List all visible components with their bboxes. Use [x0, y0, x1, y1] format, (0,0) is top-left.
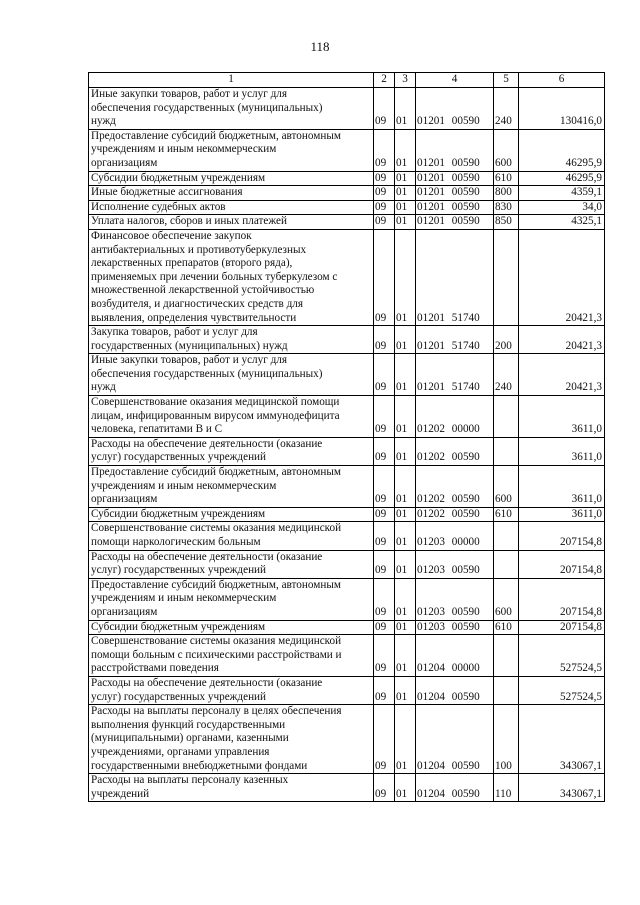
row-target-article-code: 01203 00590 — [416, 620, 494, 635]
row-subsection-code: 01 — [395, 129, 416, 171]
row-amount: 46295,9 — [519, 171, 605, 186]
row-expense-type-code: 610 — [494, 171, 519, 186]
row-target-article-code: 01201 00590 — [416, 215, 494, 230]
row-description: Расходы на обеспечение деятельности (оказание услуг) государственных учреждений — [89, 676, 374, 704]
row-amount: 527524,5 — [519, 676, 605, 704]
row-subsection-code: 01 — [395, 635, 416, 677]
row-amount: 130416,0 — [519, 88, 605, 130]
row-expense-type-code — [494, 396, 519, 438]
row-description: Совершенствование системы оказания медицинской помощи больным с психическими расстройствами и расстройствами поведения — [89, 635, 374, 677]
row-description: Исполнение судебных актов — [89, 200, 374, 215]
row-description: Расходы на выплаты персоналу в целях обеспечения выполнения функций государственными (муниципальными) органами, казенными учреждениями, органами управления государственными внебюджетными фондами — [89, 705, 374, 774]
row-target-article-code: 01203 00590 — [416, 550, 494, 578]
row-expense-type-code: 110 — [494, 774, 519, 802]
row-target-article-code: 01204 00000 — [416, 635, 494, 677]
row-subsection-code: 01 — [395, 88, 416, 130]
row-subsection-code: 01 — [395, 507, 416, 522]
row-description: Закупка товаров, работ и услуг для государственных (муниципальных) нужд — [89, 326, 374, 354]
row-section-code: 09 — [374, 774, 395, 802]
row-section-code: 09 — [374, 705, 395, 774]
row-subsection-code: 01 — [395, 229, 416, 325]
row-description: Расходы на обеспечение деятельности (оказание услуг) государственных учреждений — [89, 437, 374, 465]
row-subsection-code: 01 — [395, 676, 416, 704]
row-subsection-code: 01 — [395, 578, 416, 620]
row-description: Предоставление субсидий бюджетным, автономным учреждениям и иным некоммерческим организациям — [89, 466, 374, 508]
table-row — [89, 354, 605, 396]
row-target-article-code: 01202 00000 — [416, 396, 494, 438]
row-section-code: 09 — [374, 129, 395, 171]
table-row — [89, 437, 605, 465]
row-target-article-code: 01204 00590 — [416, 676, 494, 704]
row-description: Расходы на выплаты персоналу казенных учреждений — [89, 774, 374, 802]
row-section-code: 09 — [374, 620, 395, 635]
table-row — [89, 326, 605, 354]
column-number-2: 2 — [374, 73, 395, 88]
row-amount: 46295,9 — [519, 129, 605, 171]
table-row — [89, 171, 605, 186]
row-section-code: 09 — [374, 200, 395, 215]
row-expense-type-code — [494, 437, 519, 465]
row-subsection-code: 01 — [395, 550, 416, 578]
row-subsection-code: 01 — [395, 620, 416, 635]
row-amount: 20421,3 — [519, 229, 605, 325]
row-subsection-code: 01 — [395, 215, 416, 230]
row-subsection-code: 01 — [395, 774, 416, 802]
row-amount: 527524,5 — [519, 635, 605, 677]
row-expense-type-code: 240 — [494, 354, 519, 396]
row-description: Предоставление субсидий бюджетным, автономным учреждениям и иным некоммерческим организациям — [89, 129, 374, 171]
row-description: Финансовое обеспечение закупок антибактериальных и противотуберкулезных лекарственных препаратов (второго ряда), применяемых при лечении больных туберкулезом с множественной лекарственной устойчивостью возбудителя, и диагностических средств для выявления, определения чувствительности — [89, 229, 374, 325]
row-description: Иные бюджетные ассигнования — [89, 186, 374, 201]
row-subsection-code: 01 — [395, 466, 416, 508]
row-amount: 20421,3 — [519, 354, 605, 396]
row-subsection-code: 01 — [395, 186, 416, 201]
row-description: Уплата налогов, сборов и иных платежей — [89, 215, 374, 230]
table-row — [89, 620, 605, 635]
row-section-code: 09 — [374, 186, 395, 201]
row-description: Расходы на обеспечение деятельности (оказание услуг) государственных учреждений — [89, 550, 374, 578]
table-row — [89, 635, 605, 677]
row-amount: 207154,8 — [519, 550, 605, 578]
table-row — [89, 229, 605, 325]
row-target-article-code: 01201 00590 — [416, 186, 494, 201]
row-target-article-code: 01202 00590 — [416, 507, 494, 522]
row-subsection-code: 01 — [395, 705, 416, 774]
row-amount: 343067,1 — [519, 705, 605, 774]
row-amount: 4359,1 — [519, 186, 605, 201]
row-target-article-code: 01201 51740 — [416, 326, 494, 354]
row-subsection-code: 01 — [395, 200, 416, 215]
row-description: Иные закупки товаров, работ и услуг для обеспечения государственных (муниципальных) нужд — [89, 88, 374, 130]
row-expense-type-code — [494, 229, 519, 325]
row-target-article-code: 01201 00590 — [416, 200, 494, 215]
column-number-3: 3 — [395, 73, 416, 88]
row-subsection-code: 01 — [395, 326, 416, 354]
row-section-code: 09 — [374, 522, 395, 550]
row-description: Совершенствование оказания медицинской помощи лицам, инфицированным вирусом иммунодефицита человека, гепатитами В и С — [89, 396, 374, 438]
column-number-1: 1 — [89, 73, 374, 88]
row-target-article-code: 01201 00590 — [416, 129, 494, 171]
row-expense-type-code: 610 — [494, 620, 519, 635]
row-expense-type-code: 600 — [494, 578, 519, 620]
budget-table — [88, 72, 605, 802]
table-row — [89, 396, 605, 438]
row-section-code: 09 — [374, 635, 395, 677]
row-section-code: 09 — [374, 215, 395, 230]
row-section-code: 09 — [374, 507, 395, 522]
row-expense-type-code: 610 — [494, 507, 519, 522]
table-row — [89, 215, 605, 230]
table-row — [89, 466, 605, 508]
table-row — [89, 578, 605, 620]
row-section-code: 09 — [374, 326, 395, 354]
row-description: Субсидии бюджетным учреждениям — [89, 171, 374, 186]
row-expense-type-code: 240 — [494, 88, 519, 130]
row-description: Субсидии бюджетным учреждениям — [89, 507, 374, 522]
row-target-article-code: 01202 00590 — [416, 437, 494, 465]
row-expense-type-code: 100 — [494, 705, 519, 774]
row-section-code: 09 — [374, 354, 395, 396]
row-description: Иные закупки товаров, работ и услуг для обеспечения государственных (муниципальных) нужд — [89, 354, 374, 396]
table-row — [89, 129, 605, 171]
row-amount: 207154,8 — [519, 522, 605, 550]
row-amount: 3611,0 — [519, 396, 605, 438]
row-section-code: 09 — [374, 229, 395, 325]
table-row — [89, 522, 605, 550]
row-section-code: 09 — [374, 550, 395, 578]
table-row — [89, 774, 605, 802]
row-target-article-code: 01203 00590 — [416, 578, 494, 620]
table-row — [89, 507, 605, 522]
row-subsection-code: 01 — [395, 396, 416, 438]
row-expense-type-code — [494, 550, 519, 578]
row-expense-type-code: 200 — [494, 326, 519, 354]
row-amount: 343067,1 — [519, 774, 605, 802]
column-number-5: 5 — [494, 73, 519, 88]
row-description: Субсидии бюджетным учреждениям — [89, 620, 374, 635]
row-amount: 3611,0 — [519, 507, 605, 522]
row-expense-type-code: 830 — [494, 200, 519, 215]
table-row — [89, 88, 605, 130]
row-amount: 4325,1 — [519, 215, 605, 230]
row-description: Предоставление субсидий бюджетным, автономным учреждениям и иным некоммерческим организациям — [89, 578, 374, 620]
row-section-code: 09 — [374, 88, 395, 130]
row-amount: 3611,0 — [519, 466, 605, 508]
row-target-article-code: 01204 00590 — [416, 705, 494, 774]
row-expense-type-code — [494, 635, 519, 677]
row-section-code: 09 — [374, 396, 395, 438]
row-expense-type-code: 800 — [494, 186, 519, 201]
table-row — [89, 186, 605, 201]
row-section-code: 09 — [374, 466, 395, 508]
row-target-article-code: 01204 00590 — [416, 774, 494, 802]
row-expense-type-code: 600 — [494, 466, 519, 508]
column-number-4: 4 — [416, 73, 494, 88]
row-subsection-code: 01 — [395, 522, 416, 550]
row-description: Совершенствование системы оказания медицинской помощи наркологическим больным — [89, 522, 374, 550]
column-number-row — [89, 73, 605, 88]
table-row — [89, 550, 605, 578]
row-target-article-code: 01201 51740 — [416, 229, 494, 325]
row-amount: 207154,8 — [519, 578, 605, 620]
row-target-article-code: 01201 51740 — [416, 354, 494, 396]
row-expense-type-code: 600 — [494, 129, 519, 171]
row-target-article-code: 01202 00590 — [416, 466, 494, 508]
table-row — [89, 676, 605, 704]
table-row — [89, 705, 605, 774]
row-amount: 20421,3 — [519, 326, 605, 354]
budget-table-body — [89, 73, 605, 802]
row-section-code: 09 — [374, 578, 395, 620]
row-subsection-code: 01 — [395, 171, 416, 186]
row-target-article-code: 01203 00000 — [416, 522, 494, 550]
row-target-article-code: 01201 00590 — [416, 171, 494, 186]
row-amount: 34,0 — [519, 200, 605, 215]
page-number: 118 — [310, 39, 330, 54]
column-number-6: 6 — [519, 73, 605, 88]
table-row — [89, 200, 605, 215]
row-section-code: 09 — [374, 171, 395, 186]
row-expense-type-code — [494, 676, 519, 704]
row-amount: 3611,0 — [519, 437, 605, 465]
row-amount: 207154,8 — [519, 620, 605, 635]
row-section-code: 09 — [374, 437, 395, 465]
row-subsection-code: 01 — [395, 354, 416, 396]
row-subsection-code: 01 — [395, 437, 416, 465]
row-target-article-code: 01201 00590 — [416, 88, 494, 130]
row-expense-type-code: 850 — [494, 215, 519, 230]
row-expense-type-code — [494, 522, 519, 550]
row-section-code: 09 — [374, 676, 395, 704]
